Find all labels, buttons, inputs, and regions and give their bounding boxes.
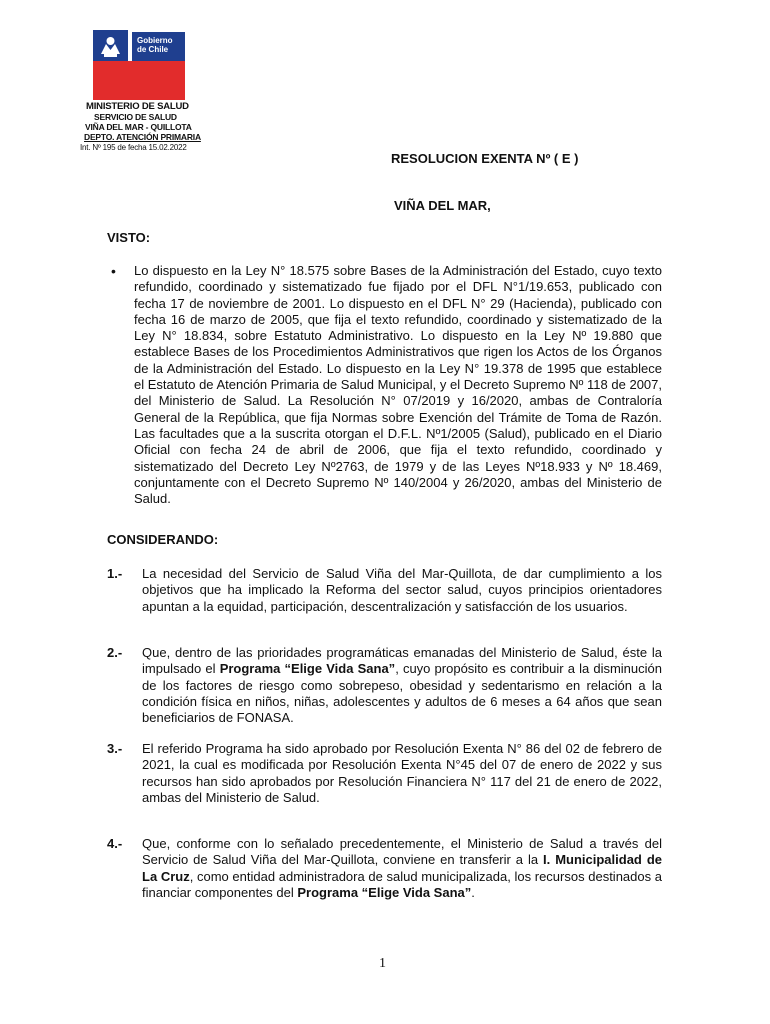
considerando-item-1: La necesidad del Servicio de Salud Viña del Mar-Quillota, de dar cumplimiento a los objetivos que ha implicado la Reforma del sector salud, cuyos principios orientadores apuntan a la equidad, participación, descentralización y satisfacción de los usuarios. (142, 566, 662, 614)
logo-brand-line2: de Chile (137, 45, 169, 54)
header-service: SERVICIO DE SALUD (94, 112, 177, 122)
considerando-item-3: El referido Programa ha sido aprobado por Resolución Exenta N° 86 del 02 de febrero de 2021, la cual es modificada por Resolución Exenta N°45 del 07 de enero de 2022 y sus recursos han sido aprobados por Resolución Financiera N° 117 del 21 de enero de 2022, ambas del Ministerio de Salud. (142, 741, 662, 805)
considerando-heading: CONSIDERANDO: (107, 532, 219, 547)
logo-brand-line1: Gobierno (137, 36, 173, 45)
item-number: 2.- (107, 645, 123, 660)
logo-red-block (93, 61, 185, 100)
item-2-program-name: Programa “Elige Vida Sana” (219, 661, 396, 677)
item-2-text-a: Que, dentro de las prioridades programáticas emanadas del Ministerio de Salud, éste la impulsado el (142, 645, 662, 677)
resolution-title: RESOLUCION EXENTA Nº ( E ) (391, 151, 579, 166)
visto-paragraph: Lo dispuesto en la Ley N° 18.575 sobre Bases de la Administración del Estado, cuyo texto refundido, coordinado y sistematizado fue fijado por el DFL N°1/19.653, publicado con fecha 17 de noviembre de 2001. Lo dispuesto en el DFL N° 29 (Hacienda), publicado con fecha 16 de marzo de 2005, que fija el texto refundido, coordinado y sistematizado de la Ley N° 18.834, sobre Estatuto Administrativo. Lo dispuesto en la Ley Nº 19.880 que establece Bases de los Procedimientos Administrativos que rigen los Actos de los Órganos de la Administración del Estado. Lo dispuesto en la Ley N° 19.378 de 1995 que establece el Estatuto de Atención Primaria de Salud Municipal, y el Decreto Supremo Nº 118 de 2007, del Ministerio de Salud. La Resolución N° 07/2019 y 16/2020, ambas de Contraloría General de la República, que fija Normas sobre Exención del Trámite de Toma de Razón. Las facultades que a la suscrita otorgan el D.F.L. Nº1/2005 (Salud), publicado en el Diario Oficial con fecha 24 de abril de 2006, que fija el texto refundido, coordinado y sistematizado del Decreto Ley Nº2763, de 1979 y de las Leyes Nº18.933 y Nº 18.469, conjuntamente con el Decreto Supremo Nº 140/2004 y 26/2020, ambas del Ministerio de Salud. (134, 263, 662, 507)
item-2-text-b: , cuyo propósito es contribuir a la disminución de los factores de riesgo como sobrepeso, obesidad y sedentarismo en relación a la condición física en niños, niñas, adolescentes y adultos de 6 meses a 64 años que sean beneficiarios de FONASA. (142, 661, 662, 726)
item-number: 3.- (107, 741, 123, 756)
visto-heading: VISTO: (107, 230, 151, 245)
page-number: 1 (379, 956, 386, 971)
location-date: VIÑA DEL MAR, (394, 198, 491, 213)
header-reference: Int. Nº 195 de fecha 15.02.2022 (80, 143, 187, 152)
item-4-text-c: . (471, 884, 475, 900)
considerando-item-2 (142, 645, 662, 726)
gobierno-de-chile-logo (93, 30, 185, 100)
item-4-text-a: Que, conforme con lo señalado precedentemente, el Ministerio de Salud a través del Servicio de Salud Viña del Mar-Quillota, conviene en transferir a la (142, 836, 662, 868)
item-4-program-name: Programa “Elige Vida Sana” (297, 884, 472, 900)
item-4-municipality: I. Municipalidad de La Cruz (142, 852, 662, 884)
logo-brand-text (132, 32, 185, 61)
header-region: VIÑA DEL MAR - QUILLOTA (85, 122, 192, 132)
item-number: 4.- (107, 836, 123, 851)
item-4-text-b: , como entidad administradora de salud municipalizada, los recursos destinados a financiar componentes del (142, 868, 663, 900)
coat-of-arms-icon (96, 32, 125, 59)
header-ministry: MINISTERIO DE SALUD (86, 101, 189, 112)
visto-bullet: • (111, 263, 116, 279)
header-department: DEPTO. ATENCIÓN PRIMARIA (84, 132, 201, 142)
considerando-item-4 (142, 836, 662, 901)
item-number: 1.- (107, 566, 123, 581)
